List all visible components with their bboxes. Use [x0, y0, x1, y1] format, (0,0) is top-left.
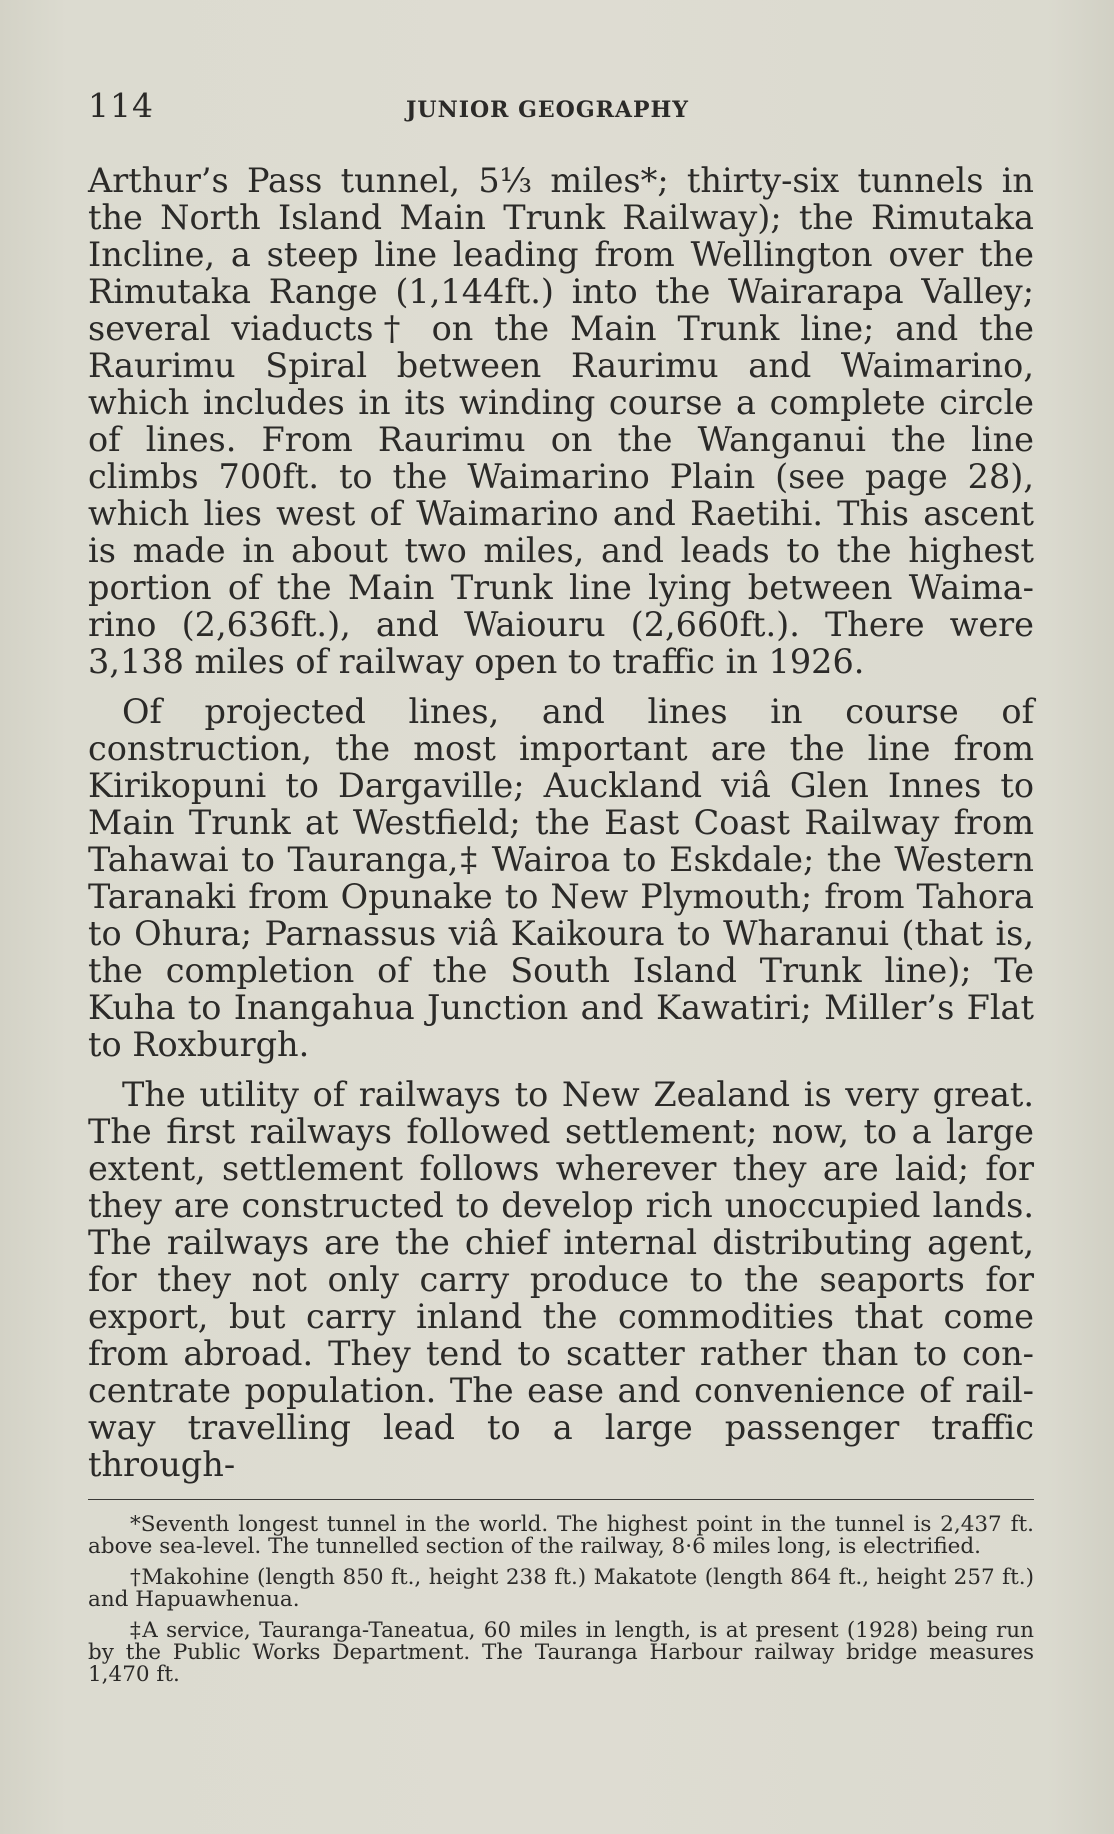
paragraph-projected-lines: Of projected lines, and lines in course of construction, the most important are the line from Kirikopuni to Dargaville; Auckland viâ Glen Innes to Main Trunk at Westfield; the East Coast Railway from Tahawai to Tauranga,‡ Wairoa to Eskdale; the Western Taranaki from Opunake to New Plymouth; from Tahora to Ohura; Parnassus viâ Kaikoura to Wharanui (that is, the completion of the South Island Trunk line); Te Kuha to Inangahua Junction and Kawatiri; Miller’s Flat to Roxburgh. [88, 692, 1034, 1064]
page-number: 114 [88, 86, 154, 125]
footnote-tauranga-service: ‡A service, Tauranga-Taneatua, 60 miles in length, is at present (1928) being run by the Public Works Department. The Tauranga Harbour railway bridge measures 1,470 ft. [88, 1618, 1034, 1687]
footnotes [88, 1514, 1034, 1695]
body-text [88, 162, 1034, 1496]
paragraph-railway-utility: The utility of railways to New Zealand is very great. The first railways followed settlement; now, to a large extent, settlement follows wherever they are laid; for they are constructed to develop rich unoccupied lands. The railways are the chief internal distributing agent, for they not only carry produce to the seaports for export, but carry inland the commodities that come from abroad. They tend to scatter rather than to con-centrate population. The ease and convenience of rail-way travelling lead to a large passenger traffic through- [88, 1075, 1034, 1484]
footnote-tunnel: *Seventh longest tunnel in the world. The highest point in the tunnel is 2,437 ft. above sea-level. The tunnelled section of the railway, 8·6 miles long, is electrified. [88, 1512, 1034, 1559]
footnote-divider [88, 1499, 1034, 1500]
page-header [88, 86, 1036, 126]
footnote-viaducts: †Makohine (length 850 ft., height 238 ft.) Makatote (length 864 ft., height 257 ft.) and Hapuawhenua. [88, 1565, 1034, 1612]
paragraph-railway-works: Arthur’s Pass tunnel, 5⅓ miles*; thirty-six tunnels in the North Island Main Trunk Railway); the Rimutaka Incline, a steep line leading from Wellington over the Rimutaka Range (1,144ft.) into the Wairarapa Valley; several viaducts† on the Main Trunk line; and the Raurimu Spiral between Raurimu and Waimarino, which includes in its winding course a complete circle of lines. From Raurimu on the Wanganui the line climbs 700ft. to the Waimarino Plain (see page 28), which lies west of Waimarino and Raetihi. This ascent is made in about two miles, and leads to the highest portion of the Main Trunk line lying between Waima-rino (2,636ft.), and Waiouru (2,660ft.). There were 3,138 miles of railway open to traffic in 1926. [88, 161, 1034, 681]
running-title: JUNIOR GEOGRAPHY [406, 97, 689, 123]
